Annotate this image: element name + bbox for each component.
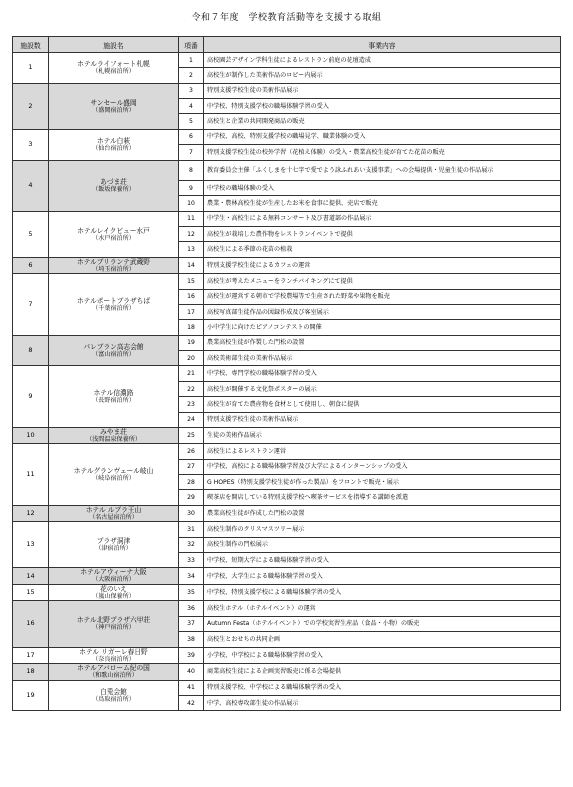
facility-name: 白兎会館 (100, 687, 127, 696)
table-row (13, 160, 561, 181)
item-number: 22 (179, 381, 204, 396)
item-description: 高校生が育てた農産物を食材として使用し、朝食に提供 (204, 397, 561, 412)
facility-name-cell (49, 53, 179, 84)
facility-number: 15 (13, 584, 49, 601)
facility-name-cell (49, 211, 179, 257)
facility-name-cell (49, 664, 179, 681)
item-number: 3 (179, 83, 204, 98)
facility-name: あづま荘 (100, 177, 127, 186)
item-description: 農業・農林高校生徒が生産したお米を食事に提供、売店で販売 (204, 196, 561, 211)
table-body (13, 53, 561, 711)
item-description: 高校生と企業の共同開発商品の販売 (204, 114, 561, 129)
header-item-number: 項番 (179, 37, 204, 53)
facility-number: 6 (13, 257, 49, 274)
table-row (13, 444, 561, 459)
facility-number: 16 (13, 601, 49, 647)
item-number: 42 (179, 695, 204, 710)
item-description: 教育委員会主催「ふくしまを十七字で愛でよう詠ふれあい支援事業」への会場提供・児童生徒の作品展示 (204, 160, 561, 181)
item-number: 29 (179, 490, 204, 505)
table-row (13, 522, 561, 537)
table-row (13, 83, 561, 98)
item-description: 高校園芸デザイン学科生徒によるレストラン前庭の花壇造成 (204, 53, 561, 68)
item-description: G HOPES（特別支援学校生徒が作った製品）をフロントで販売・展示 (204, 475, 561, 490)
facility-name: ホテルレイクビュー水戸 (77, 226, 150, 235)
item-number: 14 (179, 257, 204, 274)
facility-number: 8 (13, 335, 49, 366)
item-description: 喫茶店を開店している特別支援学校へ喫茶サービスを指導する講師を派遣 (204, 490, 561, 505)
facility-name-cell (49, 274, 179, 335)
item-number: 23 (179, 397, 204, 412)
facility-name-cell (49, 160, 179, 211)
item-description: 高校生ホテル（ホテルイベント）の運営 (204, 601, 561, 616)
facility-name: ホテル白萩 (96, 136, 131, 145)
facility-number: 1 (13, 53, 49, 84)
item-description: 高校生制作のクリスマスツリー展示 (204, 522, 561, 537)
item-description: 中学校、大学生による職場体験学習の受入 (204, 568, 561, 585)
item-number: 36 (179, 601, 204, 616)
facility-location: （長野宿泊所） (92, 396, 135, 404)
item-number: 31 (179, 522, 204, 537)
item-description: 中学校、特別支援学校による職場体験学習の受入 (204, 584, 561, 601)
item-number: 1 (179, 53, 204, 68)
item-description: 高校美術部生徒の美術作品展示 (204, 351, 561, 366)
item-description: 商業高校生徒による企画実習販売に係る会場提供 (204, 664, 561, 681)
facility-location: （千葉宿泊所） (92, 304, 135, 312)
item-description: 中学校、専門学校の職場体験学習の受入 (204, 366, 561, 381)
facility-location: （奈良宿泊所） (92, 655, 135, 663)
facility-location: （嵐山保養所） (92, 592, 135, 600)
item-description: 特別支援学校生徒の美術作品展示 (204, 83, 561, 98)
facility-name: 花のいえ (100, 584, 127, 593)
item-description: Autumn Festa（ホテルイベント）での学校実習生産品（食品・小物）の販売 (204, 616, 561, 631)
facility-name-cell (49, 427, 179, 444)
item-description: 農業高校生徒が作成した門松の設置 (204, 505, 561, 522)
facility-name: ホテルアウィーナ大阪 (80, 568, 147, 577)
item-number: 39 (179, 647, 204, 664)
table-header-row (13, 37, 561, 53)
facility-number: 7 (13, 274, 49, 335)
table-row (13, 664, 561, 681)
facility-name: サンセール盛岡 (90, 98, 137, 107)
facility-number: 14 (13, 568, 49, 585)
item-description: 農業高校生徒が作製した門松の設置 (204, 335, 561, 350)
table-row (13, 427, 561, 444)
facility-number: 9 (13, 366, 49, 427)
facility-number: 13 (13, 522, 49, 568)
activities-table (12, 36, 561, 711)
item-description: 中学校、短期大学による職場体験学習の受入 (204, 553, 561, 568)
item-number: 27 (179, 459, 204, 474)
facility-name: プラザ洞津 (96, 537, 131, 546)
item-number: 17 (179, 305, 204, 320)
facility-name-cell (49, 522, 179, 568)
facility-name-cell (49, 568, 179, 585)
item-number: 6 (179, 129, 204, 144)
item-number: 5 (179, 114, 204, 129)
facility-name-cell (49, 129, 179, 160)
item-number: 24 (179, 412, 204, 427)
facility-number: 10 (13, 427, 49, 444)
item-description: 高校生が運営する朝市で学校農場等で生産された野菜や果物を販売 (204, 289, 561, 304)
table-row (13, 601, 561, 616)
item-description: 特別支援学校生徒によるカフェの運営 (204, 257, 561, 274)
facility-location: （鳥取宿泊所） (92, 695, 135, 703)
table-row (13, 129, 561, 144)
item-description: 中学生・高校生による無料コンサート及び書道部の作品展示 (204, 211, 561, 226)
facility-location: （埼玉宿泊所） (92, 265, 135, 273)
item-number: 15 (179, 274, 204, 289)
facility-name: みやま荘 (100, 427, 127, 436)
facility-name-cell (49, 505, 179, 522)
facility-name: ホテル リガーレ春日野 (79, 647, 148, 656)
item-number: 20 (179, 351, 204, 366)
table-row (13, 274, 561, 289)
facility-name-cell (49, 83, 179, 129)
facility-name: ホテルアバローム紀の国 (77, 664, 150, 672)
facility-location: （神戸宿泊所） (92, 624, 135, 632)
item-description: 生徒の美術作品展示 (204, 427, 561, 444)
item-number: 18 (179, 320, 204, 335)
item-number: 26 (179, 444, 204, 459)
item-description: 高校生が制作した美術作品のロビー内展示 (204, 68, 561, 83)
facility-name-cell (49, 444, 179, 505)
facility-number: 3 (13, 129, 49, 160)
table-row (13, 366, 561, 381)
item-number: 12 (179, 227, 204, 242)
item-number: 7 (179, 145, 204, 160)
item-number: 19 (179, 335, 204, 350)
facility-number: 18 (13, 664, 49, 681)
item-description: 中学校の職場体験の受入 (204, 181, 561, 196)
table-row (13, 505, 561, 522)
facility-location: （名古屋宿泊所） (89, 513, 138, 521)
item-description: 中学、高校専攻部生徒の作品展示 (204, 695, 561, 710)
item-number: 10 (179, 196, 204, 211)
item-number: 11 (179, 211, 204, 226)
item-number: 38 (179, 632, 204, 647)
facility-location: （札幌宿泊所） (92, 68, 135, 76)
item-number: 4 (179, 99, 204, 114)
item-number: 25 (179, 427, 204, 444)
facility-name: パレブラン高志会館 (83, 342, 144, 351)
facility-number: 4 (13, 160, 49, 211)
item-number: 8 (179, 160, 204, 181)
table-row (13, 335, 561, 350)
facility-number: 12 (13, 505, 49, 522)
facility-location: （富山宿泊所） (92, 350, 135, 358)
item-description: 高校生が開催する文化祭ポスターの展示 (204, 381, 561, 396)
facility-number: 2 (13, 83, 49, 129)
facility-name: ホテルグランヴェール岐山 (73, 466, 154, 475)
table-row (13, 211, 561, 226)
facility-location: （仙台宿泊所） (92, 144, 135, 152)
facility-name-cell (49, 647, 179, 664)
table-row (13, 647, 561, 664)
facility-location: （岐阜宿泊所） (92, 474, 135, 482)
table-row (13, 584, 561, 601)
item-description: 特別支援学校、中学校による職場体験学習の受入 (204, 680, 561, 695)
item-description: 特別支援学校生徒の美術作品展示 (204, 412, 561, 427)
item-description: 中学校、高校による職場体験学習及び大学によるインターンシップの受入 (204, 459, 561, 474)
item-description: 高校生によるレストラン運営 (204, 444, 561, 459)
facility-name-cell (49, 680, 179, 711)
facility-name-cell (49, 584, 179, 601)
facility-location: （和歌山宿泊所） (89, 672, 138, 679)
item-number: 13 (179, 242, 204, 257)
page-title: 令和７年度 学校教育活動等を支援する取組 (191, 13, 382, 23)
item-number: 9 (179, 181, 204, 196)
facility-location: （水戸宿泊所） (92, 234, 135, 242)
item-description: 中学校、高校、特別支援学校の職場見学、職業体験の受入 (204, 129, 561, 144)
item-description: 高校生とおせちの共同企画 (204, 632, 561, 647)
item-number: 37 (179, 616, 204, 631)
item-number: 28 (179, 475, 204, 490)
item-description: 高校写真部生徒作品の図録作成及び客室展示 (204, 305, 561, 320)
table-row (13, 680, 561, 695)
facility-name: ホテル ルブラ王山 (85, 505, 142, 514)
table-row (13, 568, 561, 585)
table-row (13, 257, 561, 274)
item-description: 高校生が考えたメニューをランチバイキングにて提供 (204, 274, 561, 289)
item-description: 小中学生に向けたピアノコンテストの開催 (204, 320, 561, 335)
item-number: 35 (179, 584, 204, 601)
item-number: 40 (179, 664, 204, 681)
facility-name: ホテル信濃路 (93, 388, 134, 397)
header-description: 事業内容 (204, 37, 561, 53)
facility-name: ホテルブリランテ武蔵野 (77, 257, 150, 266)
item-number: 32 (179, 537, 204, 552)
item-description: 高校生が栽培した農作物をレストランイベントで提供 (204, 227, 561, 242)
item-description: 中学校、特別支援学校の職場体験学習の受入 (204, 99, 561, 114)
facility-name-cell (49, 366, 179, 427)
item-description: 高校生制作の門松展示 (204, 537, 561, 552)
item-number: 30 (179, 505, 204, 522)
item-number: 2 (179, 68, 204, 83)
item-number: 41 (179, 680, 204, 695)
item-number: 16 (179, 289, 204, 304)
facility-name-cell (49, 335, 179, 366)
item-description: 小学校、中学校による職場体験学習の受入 (204, 647, 561, 664)
facility-location: （浅間温泉保養所） (86, 435, 141, 443)
header-facility-name: 施設名 (49, 37, 179, 53)
item-number: 33 (179, 553, 204, 568)
facility-number: 19 (13, 680, 49, 711)
facility-location: （津宿泊所） (95, 545, 132, 553)
facility-name-cell (49, 601, 179, 647)
facility-name: ホテル北野プラザ六甲荘 (76, 616, 151, 625)
facility-name: ホテルライフォート札幌 (77, 60, 150, 69)
facility-location: （大阪宿泊所） (92, 576, 135, 584)
facility-location: （飯坂保養所） (92, 185, 135, 193)
header-facility-count: 施設数 (13, 37, 49, 53)
item-description: 高校生による季節の花苗の植栽 (204, 242, 561, 257)
facility-number: 17 (13, 647, 49, 664)
facility-location: （盛岡宿泊所） (92, 106, 135, 114)
facility-name: ホテルポートプラザちば (76, 296, 151, 305)
item-number: 21 (179, 366, 204, 381)
item-description: 特別支援学校生徒の校外学習（花植え体験）の受入・農業高校生徒が育てた花苗の販売 (204, 145, 561, 160)
facility-number: 11 (13, 444, 49, 505)
facility-number: 5 (13, 211, 49, 257)
facility-name-cell (49, 257, 179, 274)
table-row (13, 53, 561, 68)
item-number: 34 (179, 568, 204, 585)
